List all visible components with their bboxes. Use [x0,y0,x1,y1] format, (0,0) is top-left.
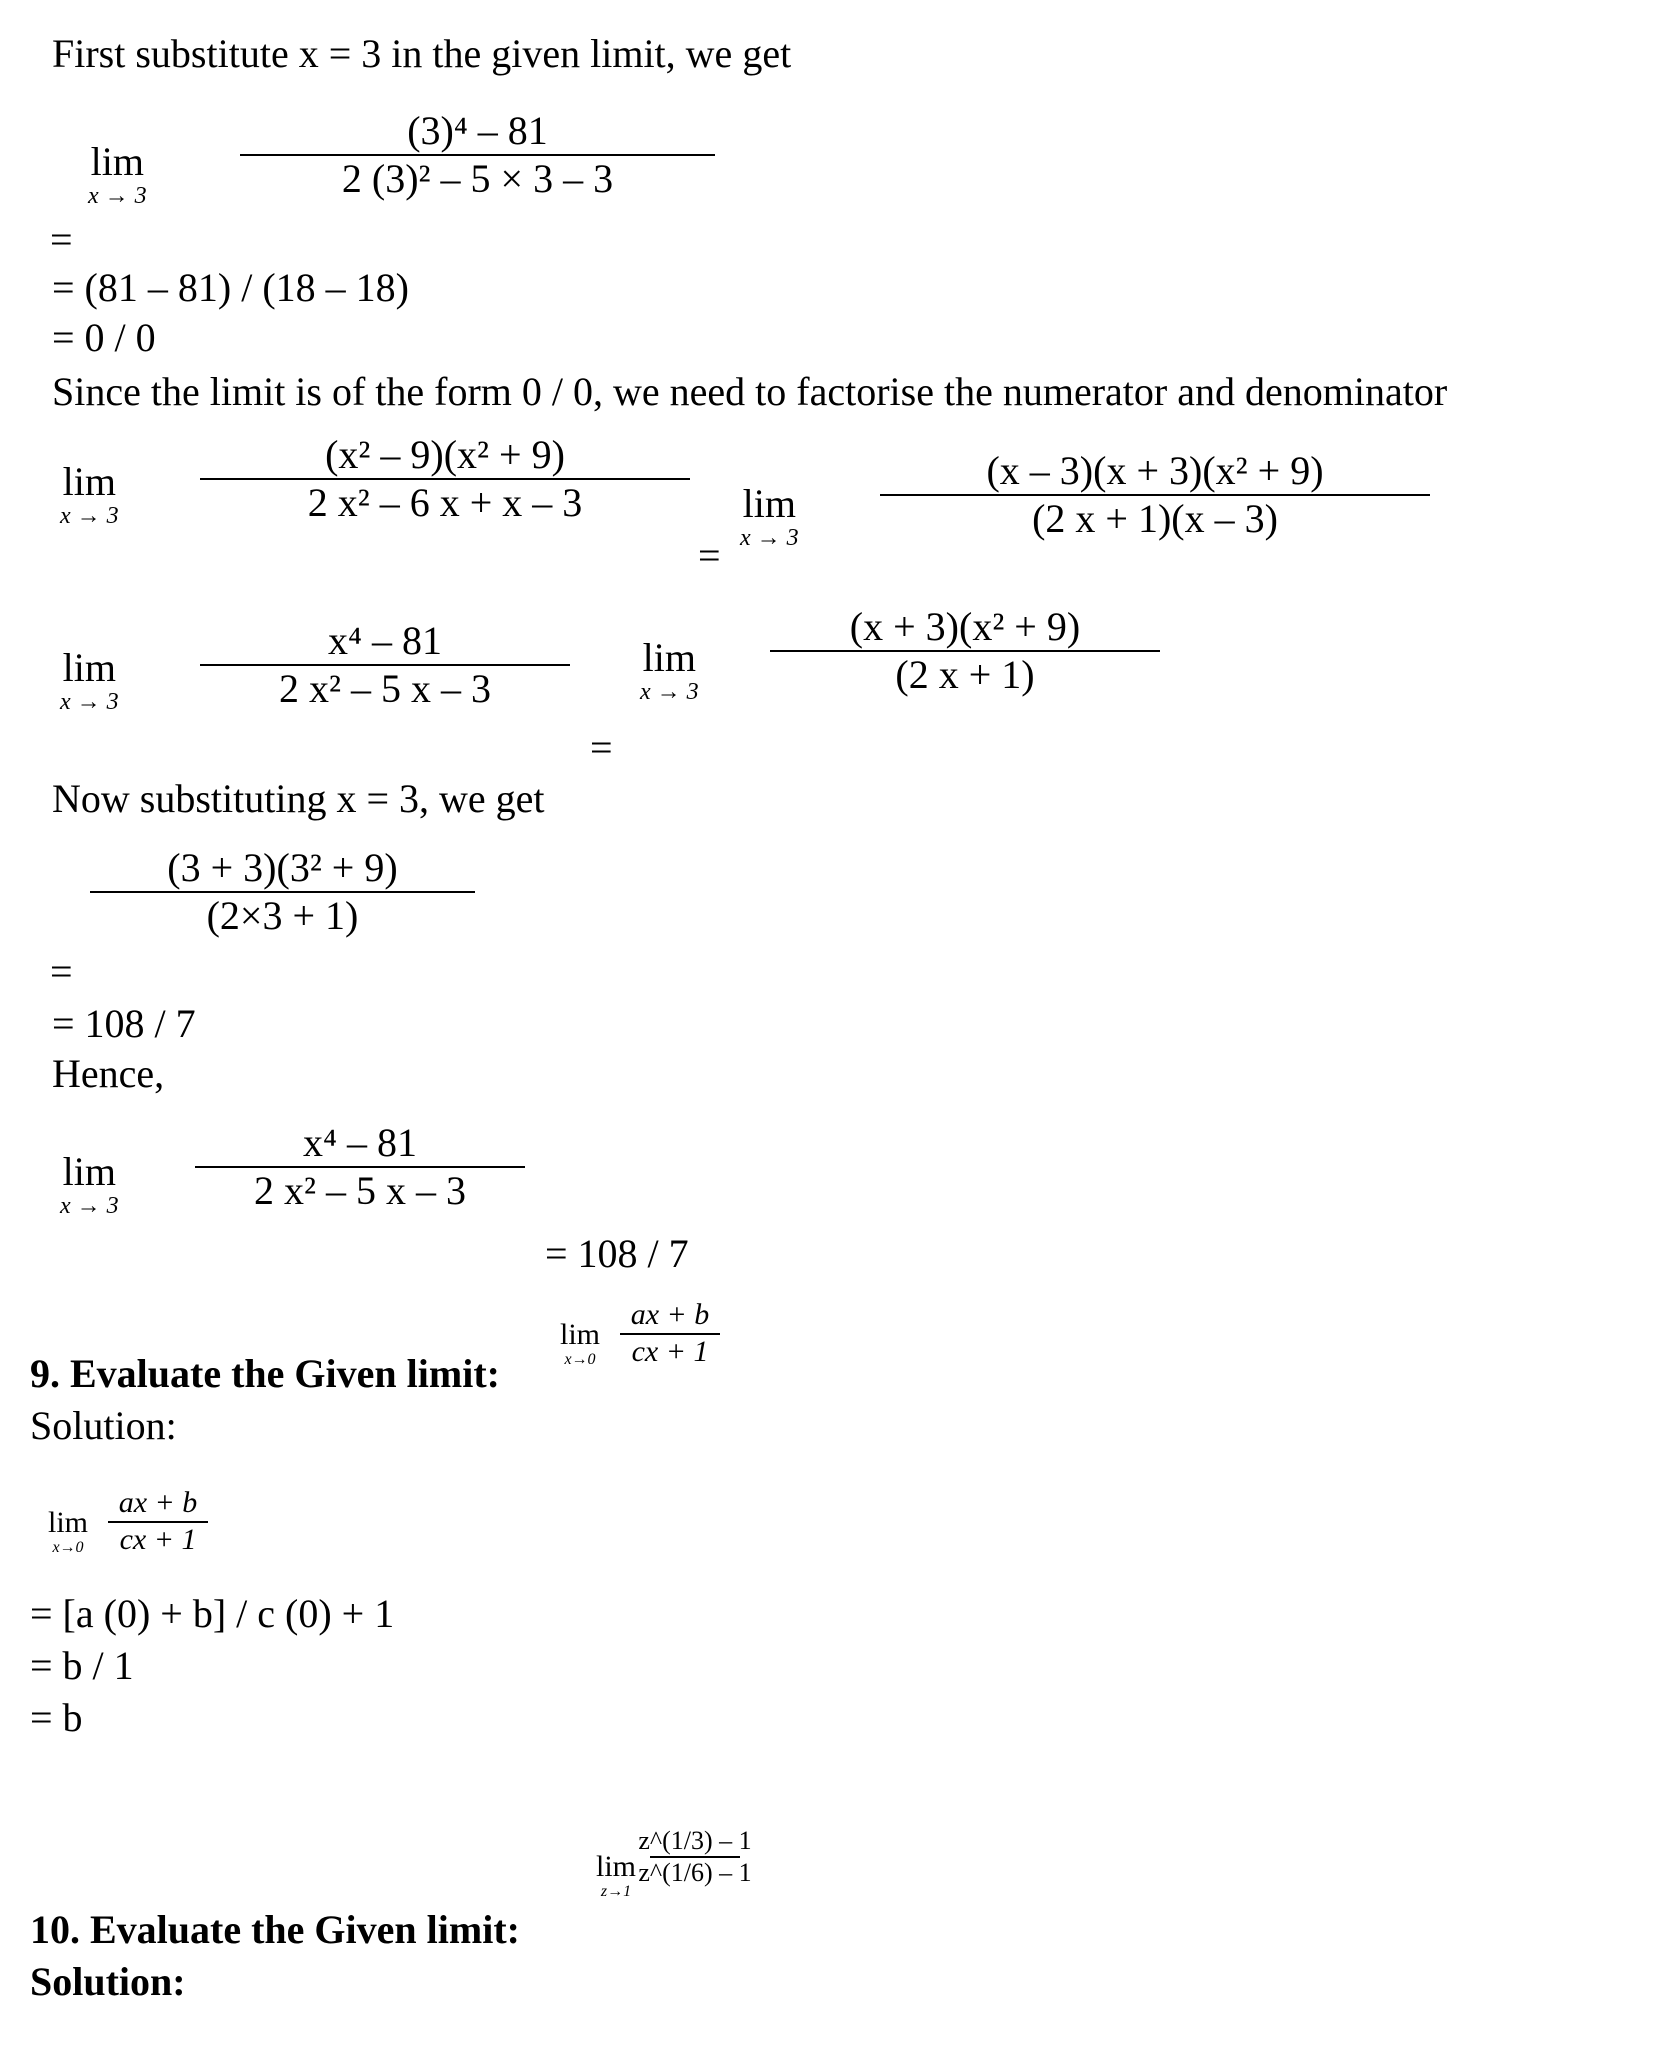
numerator: (x² – 9)(x² + 9) [325,432,565,477]
denominator: cx + 1 [119,1522,197,1556]
fraction [770,604,1160,698]
limit-operator [88,139,147,211]
numerator: (x – 3)(x + 3)(x² + 9) [986,448,1324,493]
lim-subscript: x → 3 [740,525,799,551]
lim-word: lim [90,139,144,184]
question-heading: 10. Evaluate the Given limit: [30,1907,520,1952]
text-line: = (81 – 81) / (18 – 18) [52,265,409,310]
fraction [195,1120,525,1214]
limit-operator [640,635,699,707]
lim-subscript: z→1 [600,1883,632,1900]
denominator: 2 x² – 5 x – 3 [254,1168,466,1213]
lim-word: lim [62,645,116,690]
equals-sign: = [698,533,721,578]
denominator: 2 x² – 6 x + x – 3 [307,480,583,525]
limit-operator [60,1149,119,1221]
lim-word: lim [48,1506,89,1539]
numerator: (3)⁴ – 81 [407,108,548,153]
lim-subscript: x → 3 [88,183,147,209]
limit-operator [60,459,119,531]
question-heading: 9. Evaluate the Given limit: [30,1351,500,1396]
fraction [638,1826,752,1888]
text-line: Now substituting x = 3, we get [52,776,545,821]
numerator: ax + b [118,1486,198,1519]
equals-sign: = [590,725,613,770]
equals-sign: = [50,217,73,262]
fraction [240,108,715,202]
text-line: = b [30,1695,83,1740]
lim-word: lim [62,1149,116,1194]
limit-operator [596,1852,636,1901]
text-line: = 108 / 7 [545,1231,689,1276]
fraction [880,448,1430,542]
lim-word: lim [560,1318,601,1351]
limit-operator [740,481,799,553]
lim-subscript: x → 3 [640,679,699,705]
text-line: First substitute x = 3 in the given limit, we get [52,31,792,76]
numerator: (3 + 3)(3² + 9) [167,845,398,890]
numerator: z^(1/3) – 1 [638,1826,752,1855]
solution-label: Solution: [30,1403,177,1448]
denominator: (2 x + 1) [895,652,1035,697]
lim-subscript: x→0 [564,1351,596,1368]
numerator: ax + b [630,1298,710,1331]
denominator: 2 (3)² – 5 × 3 – 3 [341,156,614,201]
numerator: x⁴ – 81 [328,618,442,663]
lim-subscript: x → 3 [60,503,119,529]
limit-operator [60,645,119,717]
lim-word: lim [596,1850,637,1883]
lim-subscript: x → 3 [60,689,119,715]
fraction [620,1298,720,1369]
solution-label: Solution: [30,1959,186,2004]
text-line: = b / 1 [30,1643,134,1688]
text-line: Hence, [52,1051,165,1096]
denominator: (2×3 + 1) [206,893,359,938]
fraction [90,845,475,939]
lim-word: lim [742,481,796,526]
limit-operator [560,1320,600,1369]
lim-word: lim [62,459,116,504]
lim-subscript: x→0 [52,1539,84,1556]
equals-sign: = [50,949,73,994]
text-line: = [a (0) + b] / c (0) + 1 [30,1591,395,1636]
lim-word: lim [642,635,696,680]
text-line: Since the limit is of the form 0 / 0, we need to factorise the numerator and denominator [52,369,1448,414]
denominator: cx + 1 [631,1334,709,1368]
denominator: z^(1/6) – 1 [638,1857,752,1887]
fraction [200,618,570,712]
numerator: (x + 3)(x² + 9) [849,604,1081,649]
denominator: 2 x² – 5 x – 3 [279,666,491,711]
fraction [108,1486,208,1557]
limit-operator [48,1508,88,1557]
denominator: (2 x + 1)(x – 3) [1032,496,1278,541]
numerator: x⁴ – 81 [303,1120,417,1165]
lim-subscript: x → 3 [60,1193,119,1219]
fraction [200,432,690,526]
text-line: = 108 / 7 [52,1001,196,1046]
text-line: = 0 / 0 [52,315,156,360]
